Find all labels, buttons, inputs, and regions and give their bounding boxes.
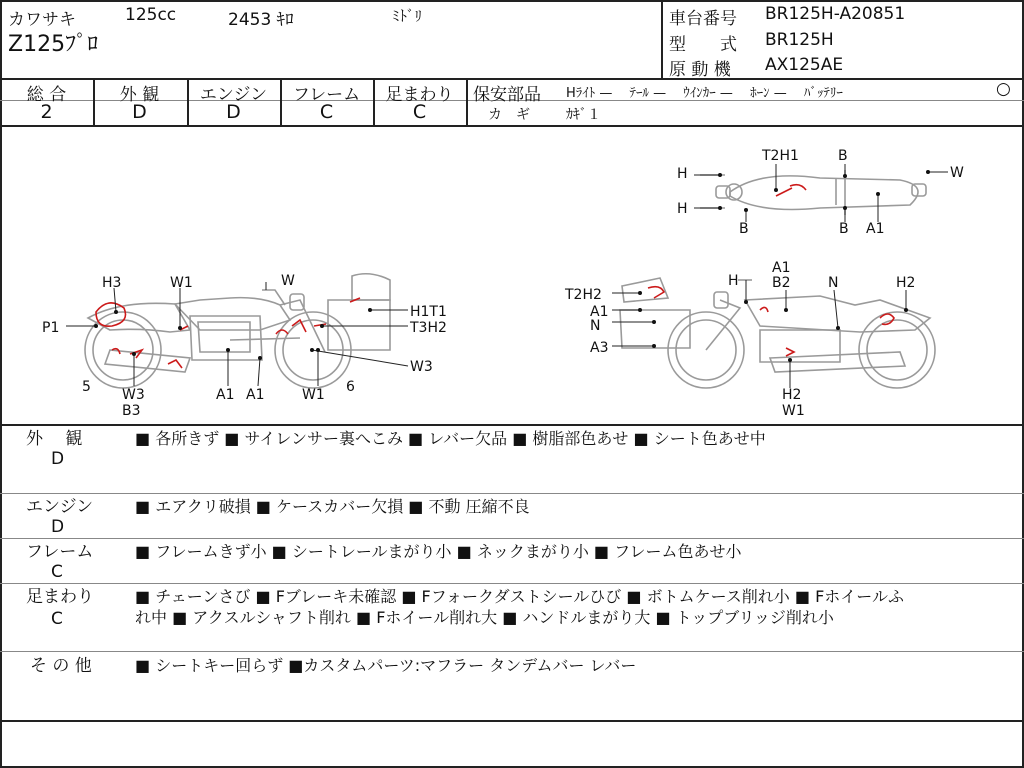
comment-label-frame: フレーム — [26, 542, 94, 562]
diagram-label: B2 — [772, 275, 791, 291]
diagram-label: W3 — [410, 359, 433, 375]
comment-label-engine: エンジン — [26, 497, 94, 517]
comment-text-frame: ■ フレームきず小 ■ シートレールまがり小 ■ ネックまがり小 ■ フレーム色あせ小 — [135, 542, 742, 561]
diagram-label: W — [950, 165, 964, 181]
diagram-label: H3 — [102, 275, 122, 291]
diagram-label: H — [677, 166, 688, 182]
diagram-label: A3 — [590, 340, 609, 356]
bike-left-view — [85, 274, 390, 388]
diagram-label: H1T1 — [410, 304, 447, 320]
engine-label: 原 動 機 — [669, 60, 731, 80]
comment-grade-exterior: D — [51, 449, 65, 469]
comment-divider — [0, 493, 1024, 494]
header-divider — [661, 0, 663, 78]
grade-value-exterior: D — [132, 101, 147, 123]
comment-text-other: ■ シートキー回らず ■カスタムパーツ:マフラー タンデムバー レバー — [135, 656, 637, 675]
key-label: カ ギ — [488, 107, 530, 123]
diagram-label: A1 — [590, 304, 609, 320]
comment-text-engine: ■ エアクリ破損 ■ ケースカバー欠損 ■ 不動 圧縮不良 — [135, 497, 530, 516]
comment-divider — [0, 538, 1024, 539]
key-value: ｶｷﾞ１ — [566, 107, 601, 123]
diagram-label: A1 — [866, 221, 885, 237]
diagram-label: H2 — [782, 387, 802, 403]
grade-value-suspension: C — [412, 101, 427, 123]
safety-items: Hﾗｲﾄ — ﾃｰﾙ — ｳｲﾝｶｰ — ﾎｰﾝ — ﾊﾞｯﾃﾘｰ — [566, 86, 843, 101]
model-name: Z125ﾌﾟﾛ — [8, 32, 99, 57]
type-value: BR125H — [765, 30, 834, 50]
grade-value-engine: D — [226, 101, 241, 123]
comment-grade-suspension: C — [51, 609, 63, 629]
diagram-label: B — [739, 221, 749, 237]
diagram-label: N — [590, 318, 601, 334]
diagram-label: A1 — [216, 387, 235, 403]
grade-header-overall: 総 合 — [26, 85, 67, 105]
grade-header-frame: フレーム — [292, 85, 361, 105]
engine-value: AX125AE — [765, 55, 844, 75]
grade-value-overall: 2 — [40, 101, 53, 123]
comment-text-suspension-cont: れ中 ■ アクスルシャフト削れ ■ Fホイール削れ大 ■ ハンドルまがり大 ■ トップブリッジ削れ小 — [135, 608, 834, 627]
battery-mark: ○ — [996, 79, 1011, 99]
comment-text-suspension: ■ チェーンさび ■ Fブレーキ未確認 ■ Fフォークダストシールひび ■ ボトムケース削れ小 ■ Fホイールふ — [135, 587, 904, 606]
diagram-label: B — [839, 221, 849, 237]
comment-divider — [0, 651, 1024, 652]
diagram-label: W1 — [170, 275, 193, 291]
diagram-label: W3 — [122, 387, 145, 403]
grade-header-suspension: 足まわり — [385, 85, 454, 105]
comment-label-suspension: 足まわり — [26, 587, 94, 607]
diagram-label: H — [677, 201, 688, 217]
comment-label-exterior: 外 観 — [26, 429, 83, 449]
diagram-label: N — [828, 275, 839, 291]
diagram-label: B3 — [122, 403, 141, 419]
grade-header-engine: エンジン — [199, 85, 268, 105]
bike-top-view — [700, 170, 926, 215]
diagram-label: 5 — [82, 379, 91, 395]
diagram-label: W — [281, 273, 295, 289]
grade-value-frame: C — [319, 101, 334, 123]
diagram-label: 6 — [346, 379, 355, 395]
diagram-bottom-line — [0, 424, 1024, 426]
diagram-label: T2H2 — [565, 287, 602, 303]
diagram-label: W1 — [302, 387, 325, 403]
bike-right-view — [620, 278, 935, 388]
diagram-label: P1 — [42, 320, 60, 336]
motorcycle-diagram — [0, 126, 1024, 424]
comment-text-exterior: ■ 各所きず ■ サイレンサー裏へこみ ■ レバー欠品 ■ 樹脂部色あせ ■ シート色あせ中 — [135, 429, 766, 448]
comment-divider — [0, 583, 1024, 584]
safety-title: 保安部品 — [473, 85, 541, 105]
diagram-label: T3H2 — [410, 320, 447, 336]
diagram-label: T2H1 — [762, 148, 799, 164]
grade-col-line — [466, 78, 468, 125]
frame-no-label: 車台番号 — [669, 9, 737, 29]
frame-no: BR125H-A20851 — [765, 4, 906, 24]
comment-grade-frame: C — [51, 562, 63, 582]
diagram-label: A1 — [246, 387, 265, 403]
maker: カワサキ — [8, 10, 76, 30]
type-label: 型 式 — [669, 35, 737, 55]
diagram-label: B — [838, 148, 848, 164]
comment-grade-engine: D — [51, 517, 65, 537]
displacement: 125cc — [125, 5, 177, 25]
diagram-label: H2 — [896, 275, 916, 291]
diagram-label: A1 — [772, 260, 791, 276]
grade-header-exterior: 外 観 — [119, 85, 160, 105]
mileage: 2453 ｷﾛ — [228, 10, 294, 30]
diagram-label: H — [728, 273, 739, 289]
comment-bottom-line — [0, 720, 1024, 722]
diagram-label: W1 — [782, 403, 805, 419]
color: ﾐﾄﾞﾘ — [392, 7, 423, 25]
comment-label-other: そ の 他 — [30, 656, 92, 676]
